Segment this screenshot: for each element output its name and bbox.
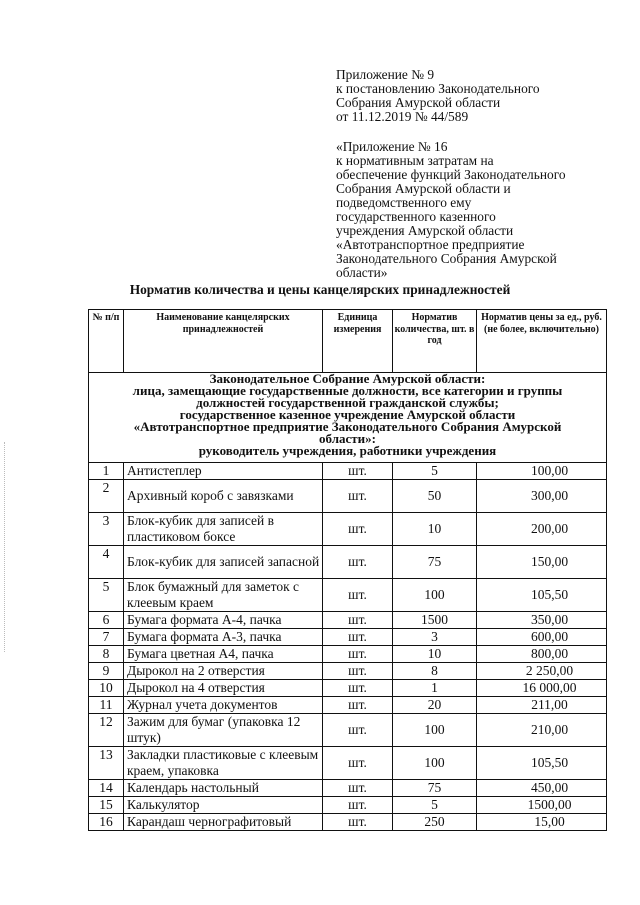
price-cell: 200,00 [477,513,607,546]
scan-margin-marks [4,442,7,652]
group-line: государственное казенное учреждение Амурской области [179,407,516,422]
unit-cell: шт. [323,546,393,579]
quantity-cell: 100 [393,714,477,747]
row-number-cell: 16 [89,814,124,831]
table-row [89,663,607,680]
unit-cell: шт. [323,714,393,747]
row-number-cell: 2 [89,480,124,513]
price-cell: 600,00 [477,629,607,646]
quantity-cell: 100 [393,579,477,612]
unit-cell: шт. [323,646,393,663]
table-row [89,797,607,814]
row-number-cell: 13 [89,747,124,780]
quantity-cell: 50 [393,480,477,513]
spacer [336,124,626,140]
header-price: Норматив цены за ед., руб. (не более, включительно) [477,310,607,373]
item-name-cell: Карандаш чернографитовый [124,814,323,831]
appendix-quote-line: учреждения Амурской области [336,223,514,238]
quantity-cell: 75 [393,546,477,579]
row-number-cell: 1 [89,463,124,480]
price-cell: 2 250,00 [477,663,607,680]
group-line: лица, замещающие государственные должности, все категории и группы [132,383,563,398]
group-line: области»: [319,431,376,446]
quantity-cell: 3 [393,629,477,646]
appendix-quote-line: к нормативным затратам на [336,153,494,168]
table-header-row [89,310,607,373]
group-line: Законодательное Собрание Амурской области: [209,371,486,386]
price-cell: 211,00 [477,697,607,714]
item-name-cell: Бумага цветная А4, пачка [124,646,323,663]
unit-cell: шт. [323,663,393,680]
unit-cell: шт. [323,629,393,646]
price-cell: 15,00 [477,814,607,831]
price-cell: 1500,00 [477,797,607,814]
item-name-cell: Зажим для бумаг (упаковка 12 штук) [124,714,323,747]
appendix-line: Приложение № 9 [336,67,435,82]
quantity-cell: 250 [393,814,477,831]
table-row [89,814,607,831]
table-row [89,780,607,797]
table-row [89,463,607,480]
appendix-line: к постановлению Законодательного [336,81,540,96]
item-name-cell: Дырокол на 4 отверстия [124,680,323,697]
row-number-cell: 15 [89,797,124,814]
unit-cell: шт. [323,463,393,480]
row-number-cell: 10 [89,680,124,697]
unit-cell: шт. [323,797,393,814]
item-name-cell: Бумага формата А-3, пачка [124,629,323,646]
item-name-cell: Блок-кубик для записей в пластиковом боксе [124,513,323,546]
unit-cell: шт. [323,579,393,612]
row-number-cell: 12 [89,714,124,747]
price-cell: 450,00 [477,780,607,797]
appendix-quote-line: подведомственного ему [336,195,472,210]
quantity-cell: 100 [393,747,477,780]
table-row [89,612,607,629]
item-name-cell: Антистеплер [124,463,323,480]
row-number-cell: 6 [89,612,124,629]
price-cell: 300,00 [477,480,607,513]
header-quantity: Норматив количества, шт. в год [393,310,477,373]
item-name-cell: Калькулятор [124,797,323,814]
appendix-quote-line: обеспечение функций Законодательного [336,167,566,182]
appendix-line: от 11.12.2019 № 44/589 [336,109,469,124]
group-header-cell [89,373,607,463]
unit-cell: шт. [323,780,393,797]
table-row [89,680,607,697]
appendix-quote-line: «Приложение № 16 [336,139,448,154]
table-row [89,513,607,546]
row-number-cell: 11 [89,697,124,714]
unit-cell: шт. [323,612,393,629]
quantity-cell: 5 [393,463,477,480]
quantity-cell: 5 [393,797,477,814]
appendix-quote-line: «Автотранспортное предприятие [336,237,525,252]
item-name-cell: Закладки пластиковые с клеевым краем, упаковка [124,747,323,780]
row-number-cell: 8 [89,646,124,663]
row-number-cell: 7 [89,629,124,646]
price-cell: 105,50 [477,579,607,612]
quantity-cell: 8 [393,663,477,680]
quantity-cell: 1500 [393,612,477,629]
item-name-cell: Бумага формата А-4, пачка [124,612,323,629]
price-cell: 100,00 [477,463,607,480]
unit-cell: шт. [323,814,393,831]
item-name-cell: Блок бумажный для заметок с клеевым краем [124,579,323,612]
table-row [89,697,607,714]
item-name-cell: Журнал учета документов [124,697,323,714]
price-cell: 150,00 [477,546,607,579]
unit-cell: шт. [323,513,393,546]
appendix-line: Собрания Амурской области [336,95,501,110]
unit-cell: шт. [323,697,393,714]
table-row [89,646,607,663]
group-header-row [89,373,607,463]
group-line: руководитель учреждения, работники учреждения [198,443,497,458]
quantity-cell: 20 [393,697,477,714]
header-unit: Единица измерения [323,310,393,373]
row-number-cell: 14 [89,780,124,797]
item-name-cell: Дырокол на 2 отверстия [124,663,323,680]
group-line: должностей государственной гражданской службы; [196,395,499,410]
item-name-cell: Календарь настольный [124,780,323,797]
table-row [89,546,607,579]
price-cell: 350,00 [477,612,607,629]
item-name-cell: Архивный короб с завязками [124,480,323,513]
header-number: № п/п [89,310,124,373]
price-cell: 210,00 [477,714,607,747]
appendix-quote-line: Законодательного Собрания Амурской [336,251,557,266]
unit-cell: шт. [323,747,393,780]
table-row [89,747,607,780]
quantity-cell: 75 [393,780,477,797]
quantity-cell: 10 [393,513,477,546]
row-number-cell: 4 [89,546,124,579]
appendix-quote-line: государственного казенного [336,209,496,224]
table-row [89,579,607,612]
table-row [89,714,607,747]
row-number-cell: 5 [89,579,124,612]
appendix-quote-line: Собрания Амурской области и [336,181,511,196]
appendix-quote-line: области» [336,265,388,280]
quantity-cell: 10 [393,646,477,663]
group-line: «Автотранспортное предприятие Законодательного Собрания Амурской [133,419,562,434]
quantity-cell: 1 [393,680,477,697]
document-title: Норматив количества и цены канцелярских принадлежностей [129,282,511,297]
appendix-block [336,68,626,280]
table-row [89,629,607,646]
norms-table [88,309,607,831]
price-cell: 800,00 [477,646,607,663]
row-number-cell: 3 [89,513,124,546]
item-name-cell: Блок-кубик для записей запасной [124,546,323,579]
price-cell: 105,50 [477,747,607,780]
unit-cell: шт. [323,480,393,513]
unit-cell: шт. [323,680,393,697]
price-cell: 16 000,00 [477,680,607,697]
row-number-cell: 9 [89,663,124,680]
header-name: Наименование канцелярских принадлежностей [124,310,323,373]
table-row [89,480,607,513]
